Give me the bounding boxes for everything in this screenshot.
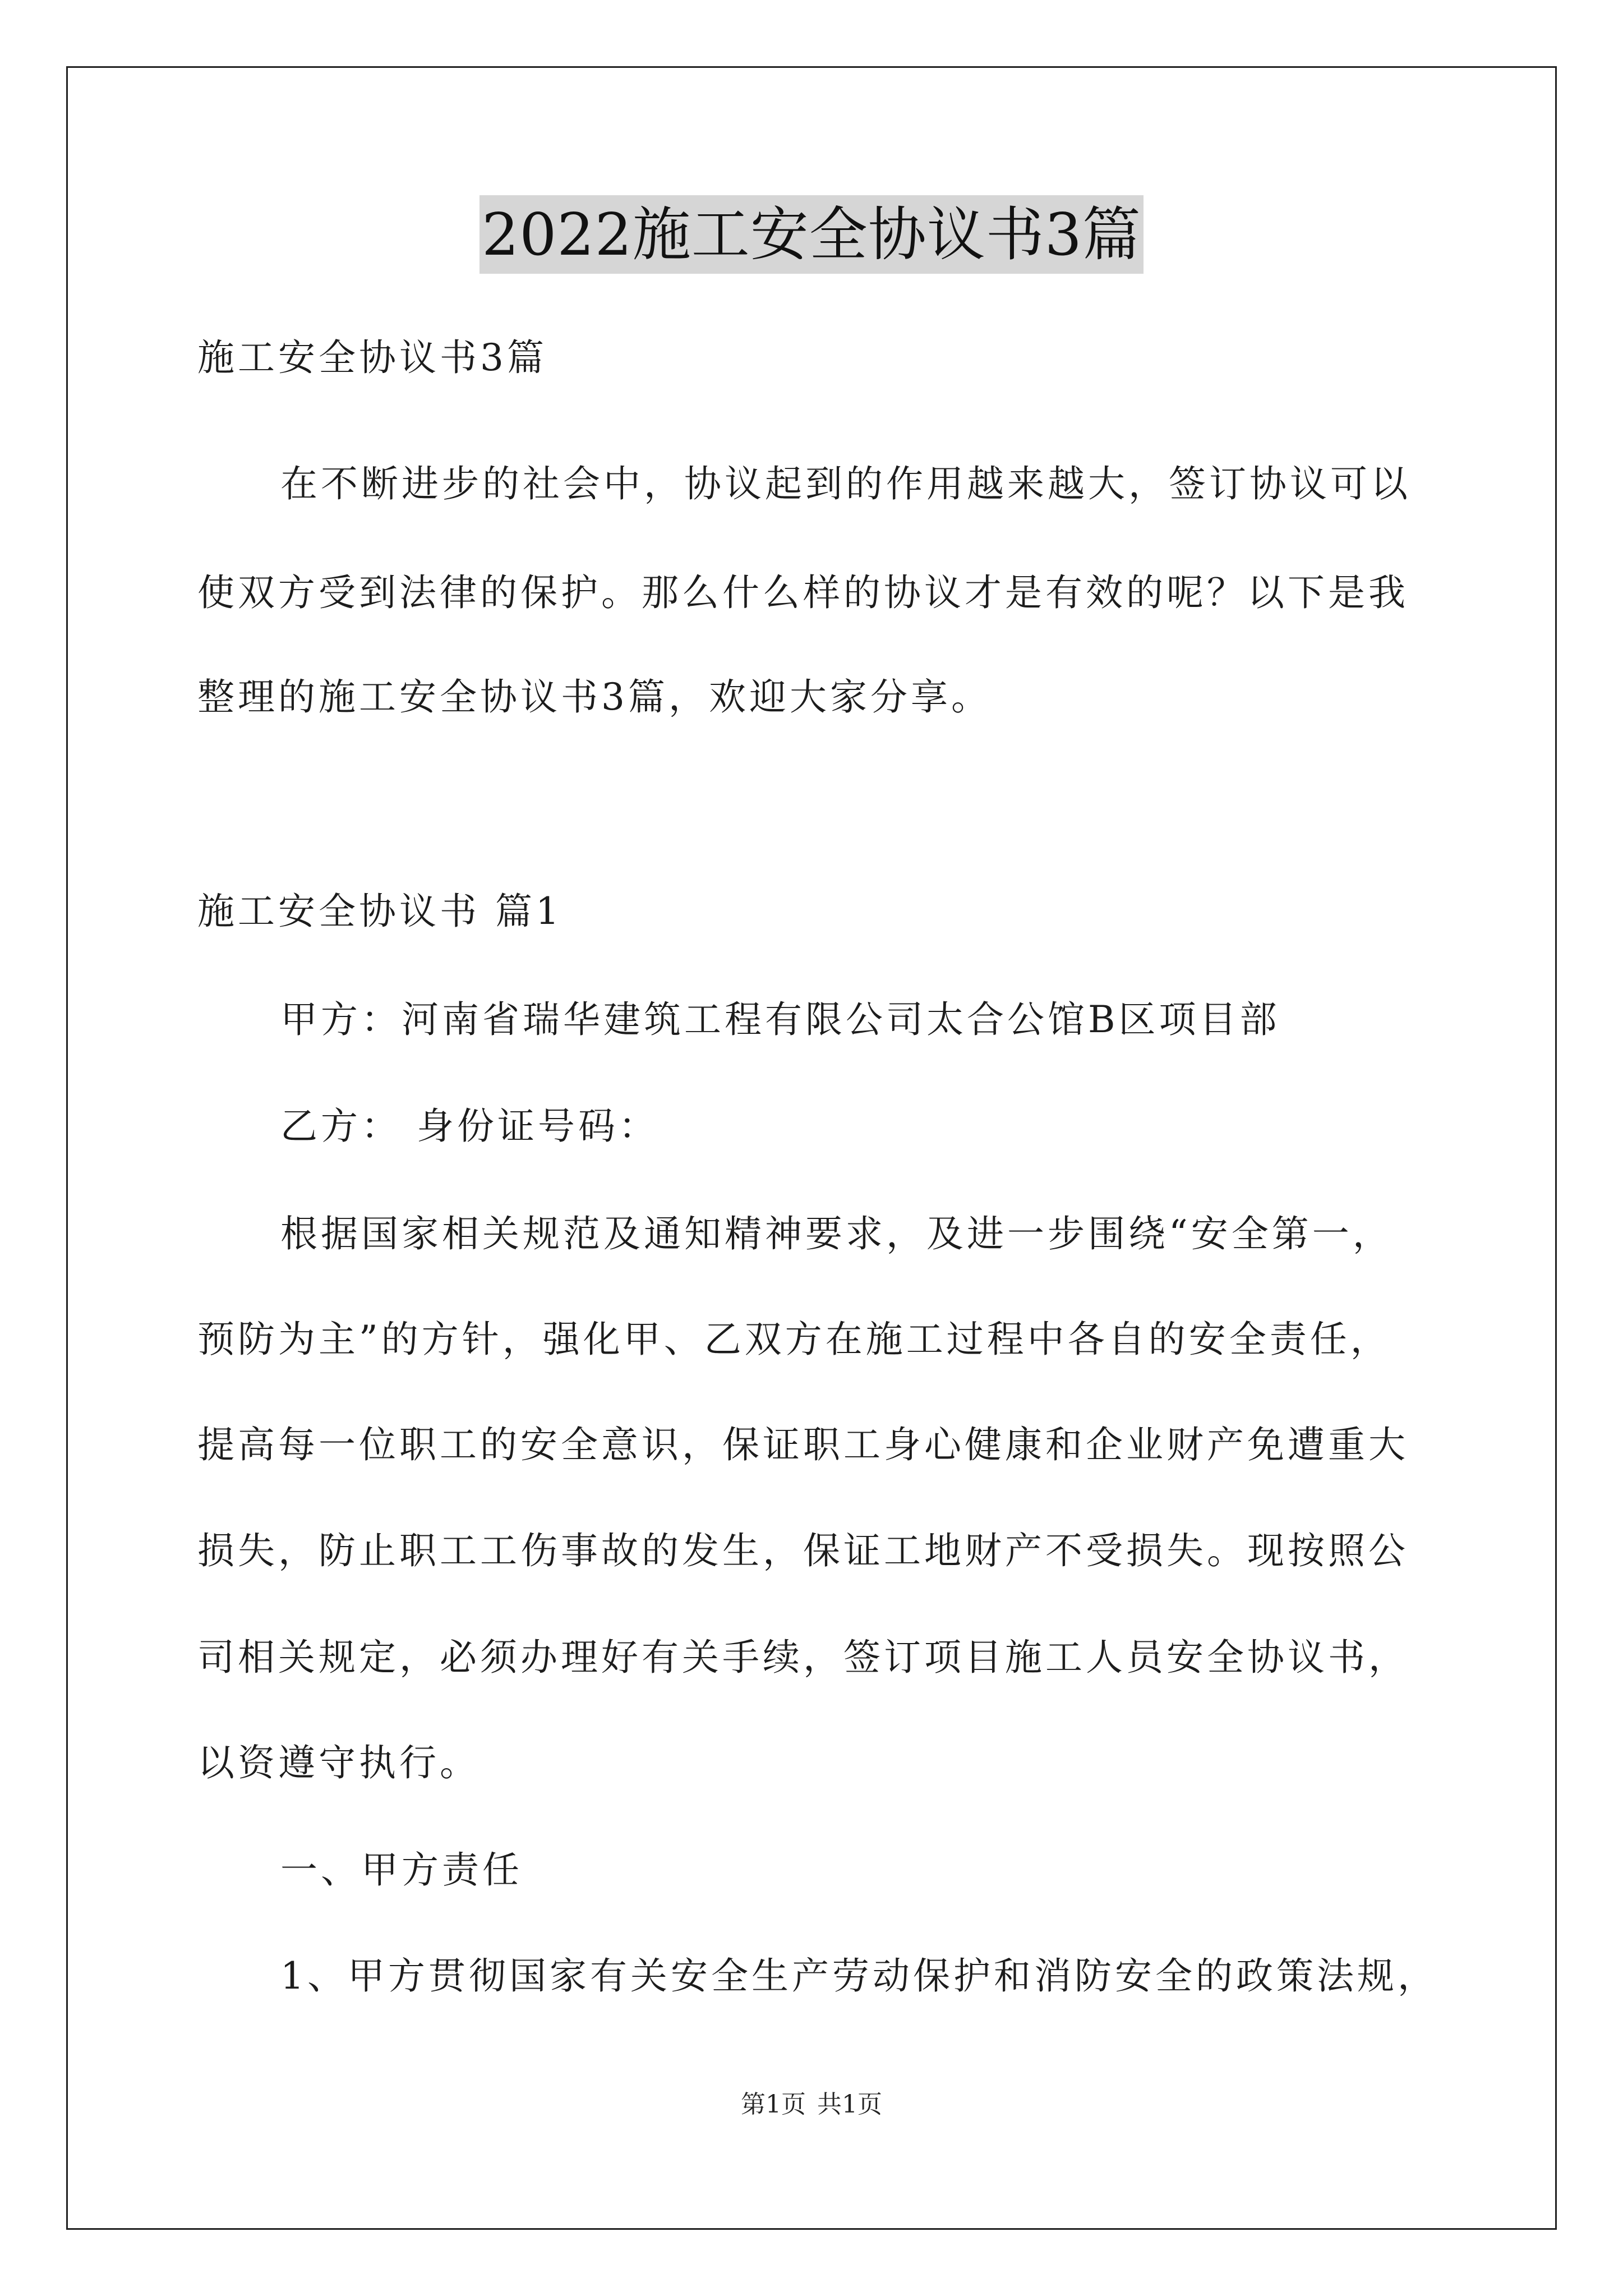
paragraph-line: 司相关规定，必须办理好有关手续，签订项目施工人员安全协议书， [197, 1636, 1409, 1679]
paragraph-line: 根据国家相关规范及通知精神要求，及进一步围绕“安全第一， [280, 1212, 1393, 1255]
paragraph-line: 提高每一位职工的安全意识，保证职工身心健康和企业财产免遭重大 [197, 1423, 1409, 1466]
page-total: 共1页 [817, 2090, 882, 2119]
clause-heading: 一、甲方责任 [280, 1848, 523, 1892]
paragraph-line: 1、甲方贯彻国家有关安全生产劳动保护和消防安全的政策法规， [280, 1954, 1438, 1998]
section-heading: 施工安全协议书 篇1 [197, 890, 562, 933]
paragraph-line: 整理的施工安全协议书3篇，欢迎大家分享。 [197, 675, 992, 719]
document-title: 2022施工安全协议书3篇 [479, 195, 1144, 274]
title-container [0, 195, 1623, 274]
paragraph-line: 以资遵守执行。 [197, 1741, 480, 1784]
page-number: 第1页 [741, 2090, 806, 2119]
page-footer [0, 2088, 1623, 2122]
paragraph-line: 损失，防止职工工伤事故的发生，保证工地财产不受损失。现按照公 [197, 1529, 1409, 1572]
subtitle-line: 施工安全协议书3篇 [197, 336, 547, 379]
paragraph-line: 使双方受到法律的保护。那么什么样的协议才是有效的呢？以下是我 [197, 571, 1409, 614]
party-b-line: 乙方： 身份证号码： [280, 1105, 659, 1148]
party-a-line: 甲方：河南省瑞华建筑工程有限公司太合公馆B区项目部 [280, 998, 1280, 1041]
paragraph-line: 在不断进步的社会中，协议起到的作用越来越大，签订协议可以 [280, 462, 1411, 505]
paragraph-line: 预防为主”的方针，强化甲、乙双方在施工过程中各自的安全责任， [197, 1318, 1391, 1361]
